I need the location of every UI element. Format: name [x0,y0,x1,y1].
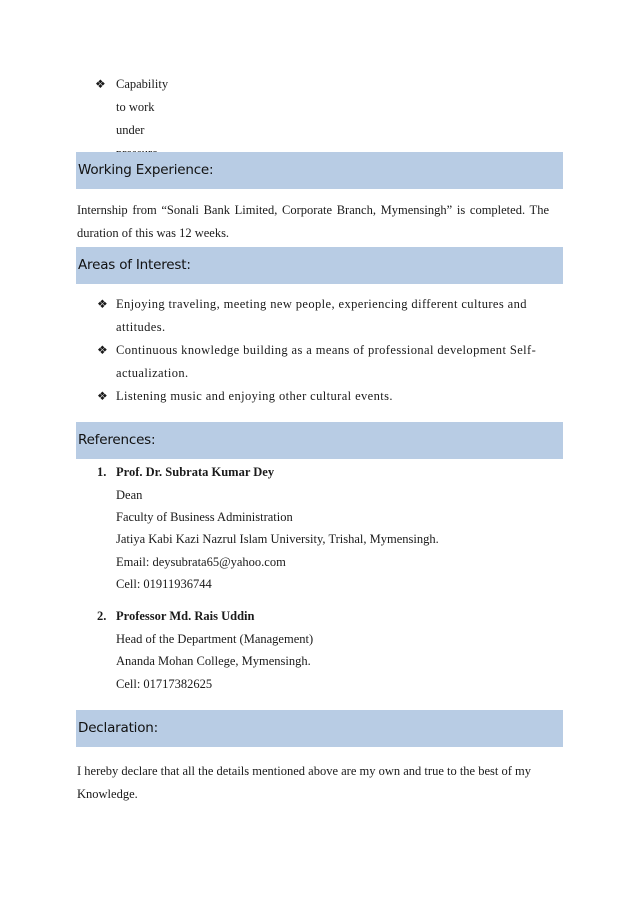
interest-list-item [97,339,557,385]
section-heading-declaration: Declaration: [76,710,563,747]
reference-email: Email: deysubrata65@yahoo.com [116,555,286,569]
interest-line: Continuous knowledge building as a means of professional development Self- [116,343,537,357]
reference-name: Professor Md. Rais Uddin [116,609,255,623]
reference-number: 2. [97,609,107,623]
reference-phone: Cell: 01717382625 [116,677,213,691]
reference-detail: Jatiya Kabi Kazi Nazrul Islam University, Trishal, Mymensingh. [116,532,439,546]
reference-detail: Head of the Department (Management) [116,632,314,646]
section-heading-working-experience: Working Experience: [76,152,563,189]
reference-phone: Cell: 01911936744 [116,577,212,591]
interest-line: Listening music and enjoying other cultural events. [116,389,393,403]
reference-detail: Ananda Mohan College, Mymensingh. [116,654,311,668]
diamond-bullet-icon: ❖ [97,389,109,403]
section-heading-references: References: [76,422,563,459]
declaration-line: I hereby declare that all the details mentioned above are my own and true to the best of my [77,764,532,778]
diamond-bullet-icon: ❖ [95,77,106,91]
diamond-bullet-icon: ❖ [97,297,109,311]
diamond-bullet-icon: ❖ [97,343,109,357]
reference-number: 1. [97,465,107,479]
working-experience-line: Internship from “Sonali Bank Limited, Corporate Branch, Mymensingh” is completed. The [77,203,549,217]
reference-detail: Faculty of Business Administration [116,510,293,524]
interest-line: actualization. [116,366,189,380]
working-experience-text [77,199,549,245]
working-experience-line: duration of this was 12 weeks. [77,226,230,240]
reference-name: Prof. Dr. Subrata Kumar Dey [116,465,275,479]
interest-line: Enjoying traveling, meeting new people, experiencing different cultures and [116,297,527,311]
declaration-text [77,760,549,806]
interest-list-item [97,385,557,408]
interest-line: attitudes. [116,320,166,334]
skill-text: Capability to work under [116,77,169,137]
section-heading-areas-of-interest: Areas of Interest: [76,247,563,284]
declaration-line: Knowledge. [77,787,138,801]
reference-detail: Dean [116,488,143,502]
interest-list-item [97,293,557,339]
